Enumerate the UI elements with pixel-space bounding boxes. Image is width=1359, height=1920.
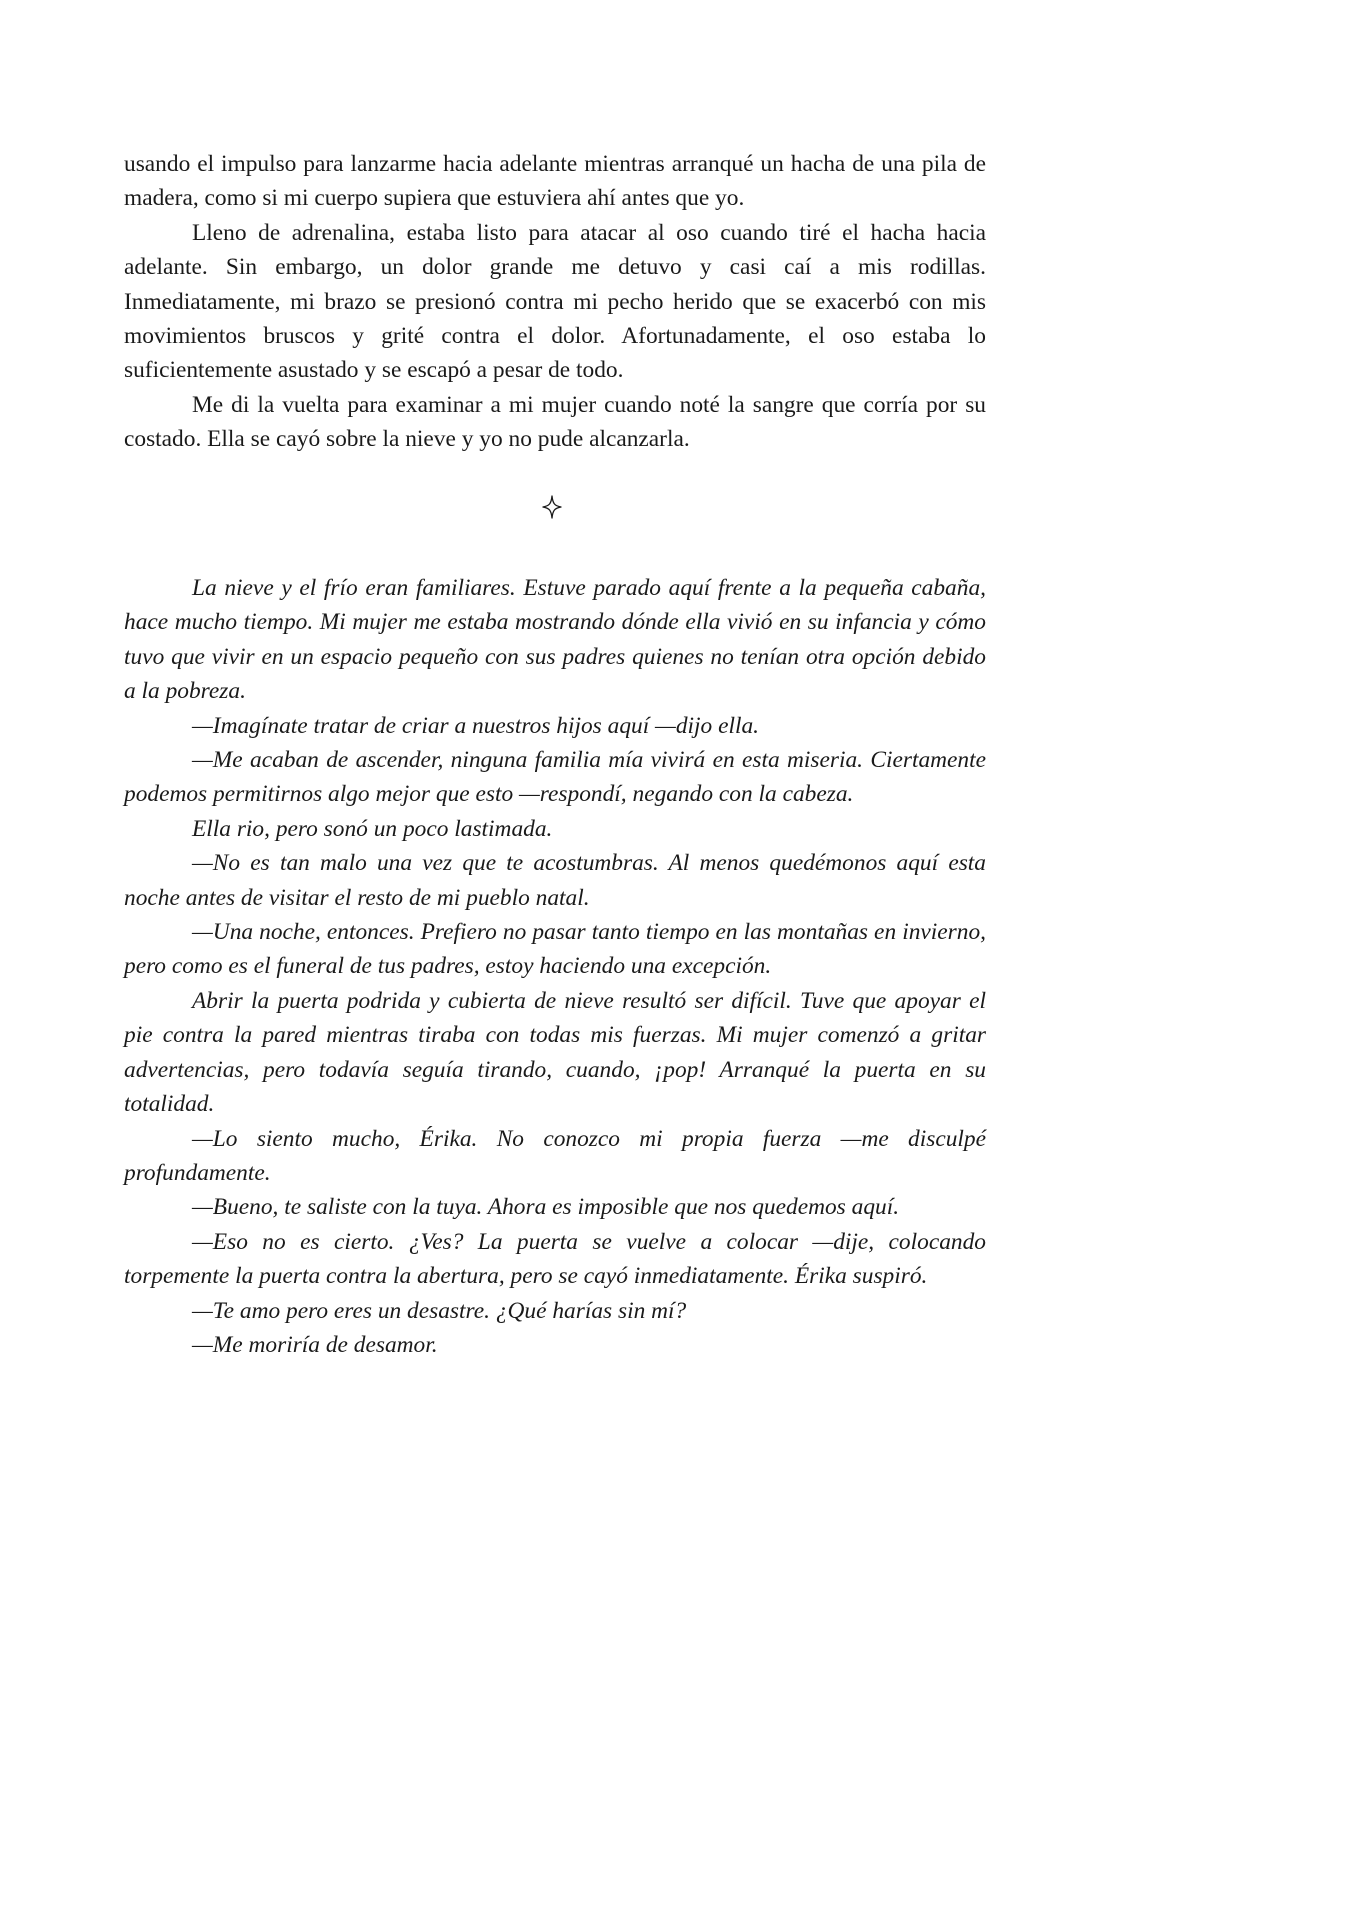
paragraph: Me di la vuelta para examinar a mi mujer cuando noté la sangre que corría por su costado. Ella se cayó sobre la nieve y yo no pude alcanzarla. [124, 391, 986, 453]
section-1-text [124, 147, 986, 457]
paragraph: Ella rio, pero sonó un poco lastimada. [192, 815, 553, 842]
paragraph: Abrir la puerta podrida y cubierta de nieve resultó ser difícil. Tuve que apoyar el pie contra la pared mientras tiraba con todas mis fuerzas. Mi mujer comenzó a gritar advertencias, pero todavía seguía tirando, cuando, ¡pop! Arranqué la puerta en su totalidad. [124, 987, 986, 1118]
paragraph: —Una noche, entonces. Prefiero no pasar tanto tiempo en las montañas en invierno, pero como es el funeral de tus padres, estoy haciendo una excepción. [124, 919, 986, 980]
paragraph: —Bueno, te saliste con la tuya. Ahora es imposible que nos quedemos aquí. [192, 1194, 900, 1221]
paragraph: —Me moriría de desamor. [192, 1331, 438, 1358]
paragraph: usando el impulso para lanzarme hacia adelante mientras arranqué un hacha de una pila de madera, como si mi cuerpo supiera que estuviera ahí antes que yo. [124, 151, 986, 212]
paragraph: La nieve y el frío eran familiares. Estuve parado aquí frente a la pequeña cabaña, hace mucho tiempo. Mi mujer me estaba mostrando dónde ella vivió en su infancia y cómo tuvo que vivir en un espacio pequeño con sus padres quienes no tenían otra opción debido a la pobreza. [124, 575, 986, 705]
paragraph: —Lo siento mucho, Érika. No conozco mi propia fuerza —me disculpé profundamente. [124, 1125, 986, 1186]
paragraph: —No es tan malo una vez que te acostumbras. Al menos quedémonos aquí esta noche antes de visitar el resto de mi pueblo natal. [124, 850, 986, 911]
paragraph: Lleno de adrenalina, estaba listo para atacar al oso cuando tiré el hacha hacia adelante. Sin embargo, un dolor grande me detuvo y casi caí a mis rodillas. Inmediatamente, mi brazo se presionó contra mi pecho herido que se exacerbó con mis movimientos bruscos y grité contra el dolor. Afortunadamente, el oso estaba lo suficientemente asustado y se escapó a pesar de todo. [124, 219, 986, 384]
paragraph: —Imagínate tratar de criar a nuestros hijos aquí —dijo ella. [192, 712, 760, 739]
paragraph: —Te amo pero eres un desastre. ¿Qué harías sin mí? [192, 1297, 687, 1324]
section-2-text [124, 571, 986, 1362]
paragraph: —Eso no es cierto. ¿Ves? La puerta se vuelve a colocar —dije, colocando torpemente la puerta contra la abertura, pero se cayó inmediatamente. Érika suspiró. [124, 1228, 986, 1290]
four-point-star-ornament-icon [542, 495, 562, 519]
paragraph: —Me acaban de ascender, ninguna familia mía vivirá en esta miseria. Ciertamente podemos permitirnos algo mejor que esto —respondí, negando con la cabeza. [124, 747, 986, 808]
